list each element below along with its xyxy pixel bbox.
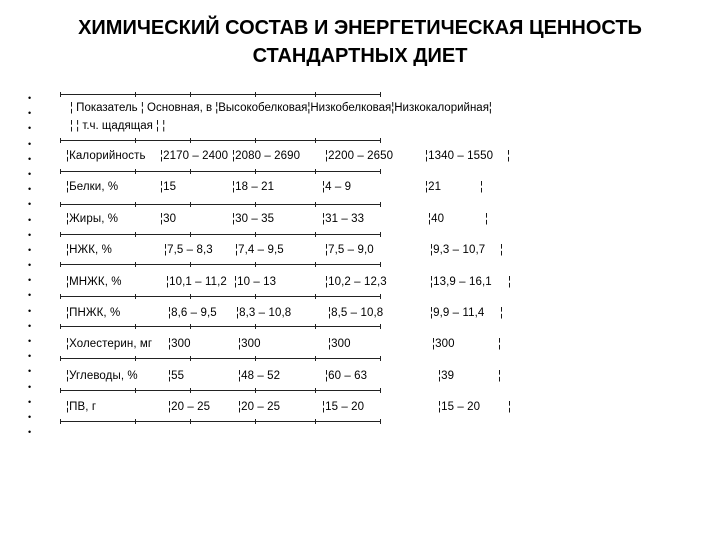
table-rule xyxy=(60,171,380,172)
table-rule-tick xyxy=(315,419,316,424)
table-rule-tick xyxy=(135,419,136,424)
table-rule-tick xyxy=(60,138,61,143)
table-cell: ¦300 xyxy=(432,338,455,351)
bullet-marker: • xyxy=(28,93,32,103)
table-rule-tick xyxy=(60,419,61,424)
table-rule-tick xyxy=(380,419,381,424)
bullet-marker: • xyxy=(28,153,32,164)
table-cell: ¦7,5 – 8,3 xyxy=(164,244,213,257)
table-rule-tick xyxy=(190,324,191,329)
table-cell: ¦7,4 – 9,5 xyxy=(235,244,284,257)
table-rule-tick xyxy=(380,324,381,329)
table-cell: ¦300 xyxy=(168,338,191,351)
table-rule-tick xyxy=(380,388,381,393)
bullet-marker: • xyxy=(28,290,32,301)
table-rule-tick xyxy=(135,202,136,207)
table-rule-tick xyxy=(315,294,316,299)
table-rule-tick xyxy=(190,262,191,267)
row-end-bar: ¦ xyxy=(485,212,489,225)
table-cell: ¦4 – 9 xyxy=(322,181,352,194)
table-rule-tick xyxy=(255,294,256,299)
row-label: ¦ПНЖК, % xyxy=(66,307,121,319)
bullet-marker: • xyxy=(28,168,32,179)
table-cell: ¦2080 – 2690 xyxy=(232,150,301,162)
table-cell: ¦2170 – 2400 xyxy=(160,150,229,162)
table-cell: ¦2200 – 2650 xyxy=(325,150,394,162)
table-rule-tick xyxy=(135,262,136,267)
row-end-bar: ¦ xyxy=(508,401,512,414)
row-label: ¦Белки, % xyxy=(66,181,119,194)
table-rule-tick xyxy=(255,388,256,393)
table-rule-tick xyxy=(190,92,191,97)
table-rule-tick xyxy=(190,356,191,361)
table-rule-tick xyxy=(135,92,136,97)
table-cell: ¦15 – 20 xyxy=(322,401,365,414)
table-cell: ¦8,3 – 10,8 xyxy=(236,307,292,319)
row-end-bar: ¦ xyxy=(500,307,504,319)
bullet-marker: • xyxy=(28,381,32,392)
table-rule-tick xyxy=(190,294,191,299)
row-label: ¦ПВ, г xyxy=(66,401,97,414)
table-rule xyxy=(60,204,380,205)
table-rule-tick xyxy=(60,388,61,393)
table-rule-tick xyxy=(315,138,316,143)
row-label: ¦Холестерин, мг xyxy=(66,338,153,351)
table-rule-tick xyxy=(60,262,61,267)
table-rule xyxy=(60,421,380,422)
table-rule xyxy=(60,140,380,141)
table-cell: ¦1340 – 1550 xyxy=(425,150,494,162)
table-rule-tick xyxy=(255,169,256,174)
bullet-marker: • xyxy=(28,336,32,346)
table-cell: ¦20 – 25 xyxy=(168,401,211,414)
table-rule xyxy=(60,296,380,297)
bullet-marker: • xyxy=(28,411,32,422)
bullet-marker: • xyxy=(28,108,32,119)
table-cell: ¦15 xyxy=(160,181,177,194)
table-rule-tick xyxy=(135,356,136,361)
table-rule-tick xyxy=(315,324,316,329)
table-cell: ¦60 – 63 xyxy=(325,369,368,382)
table-rule-tick xyxy=(190,138,191,143)
table-cell: ¦10 – 13 xyxy=(234,275,277,288)
table-rule xyxy=(60,326,380,327)
table-rule-tick xyxy=(135,169,136,174)
table-rule-tick xyxy=(255,324,256,329)
bullet-marker: • xyxy=(28,427,32,438)
table-rule-tick xyxy=(255,356,256,361)
table-rule-tick xyxy=(190,419,191,424)
bullet-marker: • xyxy=(28,123,32,134)
table-cell: ¦40 xyxy=(428,212,445,225)
table-rule-tick xyxy=(380,356,381,361)
table-rule-tick xyxy=(135,388,136,393)
table-rule-tick xyxy=(60,356,61,361)
table-cell: ¦30 – 35 xyxy=(232,212,275,225)
table-header-line1: ¦ Показатель ¦ Основная, в ¦Высокобелковая¦Низкобелковая¦Низкокалорийная¦ xyxy=(70,102,492,114)
table-rule-tick xyxy=(190,202,191,207)
bullet-marker: • xyxy=(28,320,32,331)
bullet-marker: • xyxy=(28,351,32,362)
table-rule-tick xyxy=(255,138,256,143)
row-label: ¦НЖК, % xyxy=(66,244,112,257)
row-label: ¦Углеводы, % xyxy=(66,369,138,382)
table-rule-tick xyxy=(380,262,381,267)
table-rule-tick xyxy=(380,92,381,97)
table-cell: ¦9,9 – 11,4 xyxy=(430,307,485,319)
table-rule-tick xyxy=(135,138,136,143)
table-cell: ¦48 – 52 xyxy=(238,369,281,382)
bullet-marker: • xyxy=(28,396,32,407)
table-cell: ¦15 – 20 xyxy=(438,401,481,414)
table-rule-tick xyxy=(135,294,136,299)
row-label: ¦МНЖК, % xyxy=(66,275,122,288)
table-cell: ¦300 xyxy=(328,338,351,351)
bullet-marker: • xyxy=(28,214,32,225)
table-rule-tick xyxy=(255,419,256,424)
table-rule-tick xyxy=(60,232,61,237)
table-rule-tick xyxy=(380,138,381,143)
table-rule-tick xyxy=(190,388,191,393)
table-cell: ¦9,3 – 10,7 xyxy=(430,244,486,257)
table-rule-tick xyxy=(255,232,256,237)
table-cell: ¦300 xyxy=(238,338,261,351)
row-end-bar: ¦ xyxy=(498,369,502,382)
row-end-bar: ¦ xyxy=(498,338,502,351)
table-cell: ¦20 – 25 xyxy=(238,401,281,414)
table-cell: ¦39 xyxy=(438,369,455,382)
diet-table xyxy=(60,94,512,434)
bullet-marker: • xyxy=(28,229,32,240)
table-rule-tick xyxy=(135,232,136,237)
table-rule xyxy=(60,234,380,235)
table-rule-tick xyxy=(135,324,136,329)
table-cell: ¦18 – 21 xyxy=(232,181,275,194)
table-rule-tick xyxy=(315,388,316,393)
table-rule-tick xyxy=(60,92,61,97)
table-header-line2: ¦ ¦ т.ч. щадящая ¦ ¦ xyxy=(70,120,166,132)
table-rule-tick xyxy=(60,202,61,207)
table-rule-tick xyxy=(190,169,191,174)
table-cell: ¦10,1 – 11,2 xyxy=(166,275,227,288)
bullet-marker: • xyxy=(28,305,32,316)
row-end-bar: ¦ xyxy=(500,244,504,257)
table-rule-tick xyxy=(315,232,316,237)
table-rule-tick xyxy=(255,92,256,97)
row-label: ¦Калорийность xyxy=(66,150,146,162)
row-end-bar: ¦ xyxy=(508,275,512,288)
bullet-marker: • xyxy=(28,138,32,149)
bullet-column xyxy=(28,91,31,440)
bullet-marker: • xyxy=(28,366,32,377)
table-rule-tick xyxy=(315,169,316,174)
table-rule-tick xyxy=(380,169,381,174)
table-cell: ¦30 xyxy=(160,212,177,225)
table-rule-tick xyxy=(190,232,191,237)
row-end-bar: ¦ xyxy=(507,150,511,162)
table-rule-tick xyxy=(255,262,256,267)
table-rule-tick xyxy=(315,202,316,207)
table-cell: ¦7,5 – 9,0 xyxy=(325,244,374,257)
table-rule xyxy=(60,94,380,95)
table-rule-tick xyxy=(380,294,381,299)
table-rule xyxy=(60,390,380,391)
bullet-marker: • xyxy=(28,199,32,210)
table-rule xyxy=(60,264,380,265)
table-cell: ¦55 xyxy=(168,369,185,382)
table-rule xyxy=(60,358,380,359)
table-cell: ¦31 – 33 xyxy=(322,212,365,225)
table-cell: ¦10,2 – 12,3 xyxy=(325,275,387,288)
table-rule-tick xyxy=(255,202,256,207)
row-label: ¦Жиры, % xyxy=(66,212,119,225)
bullet-marker: • xyxy=(28,260,32,271)
table-rule-tick xyxy=(315,262,316,267)
bullet-marker: • xyxy=(28,275,32,286)
table-cell: ¦13,9 – 16,1 xyxy=(430,275,492,288)
bullet-marker: • xyxy=(28,244,32,255)
slide-title-line1: ХИМИЧЕСКИЙ СОСТАВ И ЭНЕРГЕТИЧЕСКАЯ ЦЕННОСТЬ xyxy=(78,17,642,39)
table-cell: ¦21 xyxy=(425,181,442,194)
table-rule-tick xyxy=(380,202,381,207)
table-rule-tick xyxy=(380,232,381,237)
row-end-bar: ¦ xyxy=(480,181,484,194)
table-rule-tick xyxy=(315,92,316,97)
bullet-marker: • xyxy=(28,184,32,195)
table-rule-tick xyxy=(60,169,61,174)
table-cell: ¦8,6 – 9,5 xyxy=(168,307,217,319)
slide-title-line2: СТАНДАРТНЫХ ДИЕТ xyxy=(252,45,468,67)
table-cell: ¦8,5 – 10,8 xyxy=(328,307,384,319)
table-rule-tick xyxy=(60,324,61,329)
table-rule-tick xyxy=(315,356,316,361)
table-rule-tick xyxy=(60,294,61,299)
